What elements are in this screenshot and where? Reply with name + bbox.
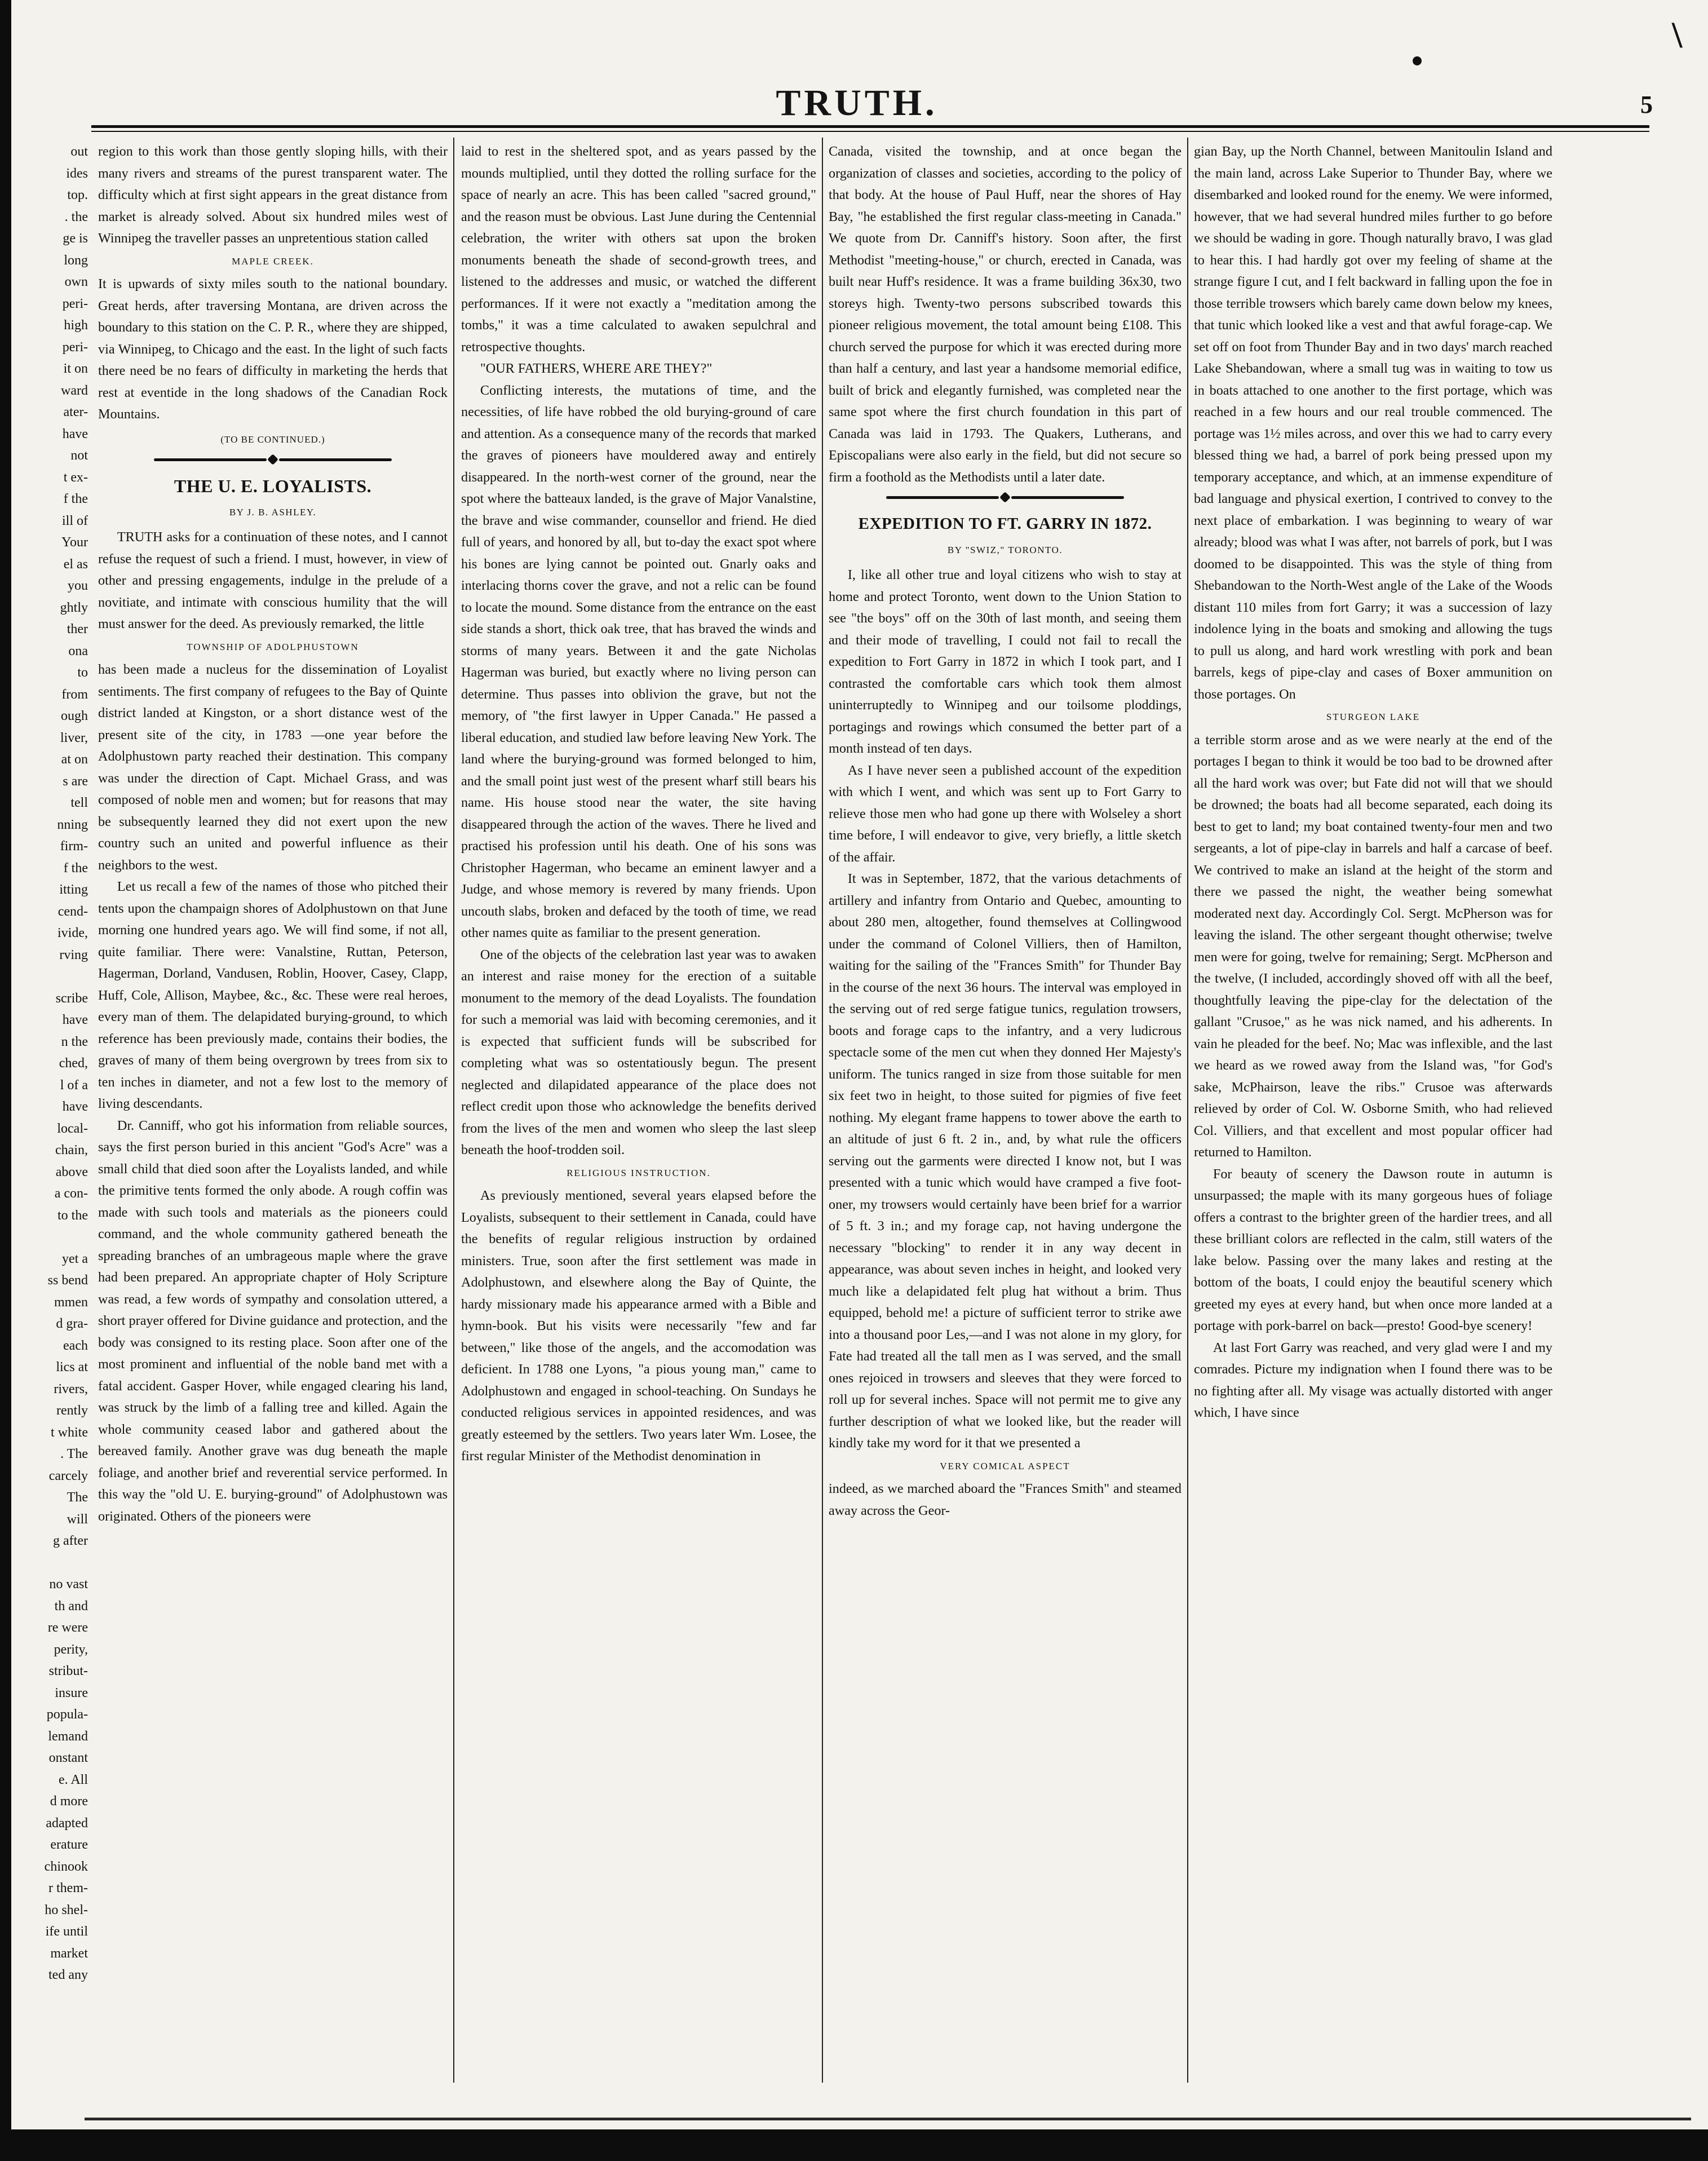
column-1 [98,141,448,2092]
margin-fragment: mmen [54,1294,88,1310]
margin-fragment: out [70,144,88,159]
margin-fragment: chain, [55,1143,88,1157]
article-paragraph: Canada, visited the township, and at once began the organization of classes and societies, according to the policy of that body. At the house of Paul Huff, near the shores of Hay Bay, "he established the first regular class-meeting in Canada." We quote from Dr. Canniff's history. Soon after, the first Methodist "meeting-house," or church, erected in Canada, was built near Huff's residence. It was a frame building 36x30, two storeys high. Twenty-two persons subscribed towards this pioneer religious movement, the total amount being £108. This church served the purpose for which it was erected during more than half a century, and last year a handsome memorial edifice, built of brick and elegantly furnished, was completed near the same spot where the first church foundation in this part of Canada was laid in 1793. The Quakers, Lutherans, and Episcopalians were also early in the field, but did not secure so firm a foothold as the Methodists until a later date. [829,144,1182,485]
header-rule [91,125,1649,128]
margin-fragment: r them- [48,1881,88,1895]
column-3 [829,141,1182,2092]
margin-fragment: ho shel- [45,1902,88,1917]
margin-fragment: chinook [44,1859,88,1874]
margin-fragment: from [61,687,88,702]
margin-fragment [29,1552,88,1574]
margin-fragment: ough [61,709,88,723]
margin-fragment: t ex- [63,470,88,485]
margin-fragment: ides [66,166,88,181]
article-paragraph: As previously mentioned, several years elapsed before the Loyalists, subsequent to their settlement in Canada, could have the benefits of regular religious instruction by ordained ministers. True, soon after the first settlement was made in Adolphustown, and elsewhere along the Bay of Quinte, the hardy missionary made his appearance armed with a Bible and hymn-book. But his visits were necessarily "few and far between," like those of the angels, and the accomodation was deficient. In 1788 one Lyons, "a pious young man," came to Adolphustown and engaged in school-teaching. On Sundays he conducted religious services in appointed residences, and was greatly esteemed by the settlers. Two years later Wm. Losee, the first regular Minister of the Methodist denomination in [461,1188,816,1464]
article-paragraph: has been made a nucleus for the dissemination of Loyalist sentiments. The first company of refugees to the Bay of Quinte district landed at Kingston, or a short distance west of the present site of the city, in 1783 —one year before the Adolphustown party reached their destination. This company was under the direction of Capt. Michael Grass, and was composed of noble men and women; but for reasons that may be subsequently learned they did not exert upon the new country such an united and powerful influence as their neighbors to the west. [98,662,448,873]
margin-fragment [29,966,88,988]
subheading: MAPLE CREEK. [232,255,314,267]
margin-fragment: ghtly [60,600,88,615]
article-paragraph: One of the objects of the celebration last year was to awaken an interest and raise money for the erection of a suitable monument to the memory of the dead Loyalists. The foundation for such a memorial was laid with becoming ceremonies, and it is expected that sufficient funds will be subscribed for completing what was so ostentatiously begun. The present neglected and dilapidated appearance of the place does not reflect credit upon those who acknowledge the benefits derived from the lives of the men and women who sleep the last sleep beneath the hoof-trodden soil. [461,947,816,1157]
margin-fragment: onstant [48,1751,88,1765]
margin-fragment: ater- [63,405,88,419]
subheading: STURGEON LAKE [1326,712,1421,722]
column-rule [1187,138,1188,2083]
previous-page-fragments [29,141,88,2080]
margin-fragment: . The [60,1447,88,1461]
margin-fragment: lics at [56,1360,88,1375]
margin-fragment: Your [61,535,88,550]
margin-fragment: top. [67,188,88,202]
margin-fragment: itting [59,882,88,897]
article-paragraph: It was in September, 1872, that the various detachments of artillery and infantry from Ontario and Quebec, amounting to about 280 men, altogether, found themselves at Collingwood under the command of Colonel Villiers, then of Hamilton, waiting for the sailing of the "Frances Smith" for Thunder Bay in the course of the next 36 hours. The interval was employed in the serving out of red serge fatigue tunics, regulation trowsers, boots and forage caps to the infantry, and a very ludicrous spectacle some of the men cut when they donned Her Majesty's uniform. The tunics ranged in size from those suitable for men six feet two in height, to those suited for pigmies of five feet nothing. My elegant frame happens to tower above the earth to an altitude of just 6 ft. 2 in., and, by what rule the officers serving out the garments were directed I know not, but I was presented with a tunic which would have cramped a five foot-oner, my trowsers would certainly have been brief for a warrior of 5 ft. 3 in.; and my forage cap, not having undergone the necessary "blocking" to render it in any way decent in appearance, was about seven inches in height, and looked very much like a delapidated felt plug hat without a brim. Thus equipped, behold me! a picture of sufficient terror to strike awe into a thousand poor Les,—and I was not alone in my glory, for Fate had treated all the tall men as I was served, and the small ones rejoiced in trowsers and sleeves that they were forced to roll up for several inches. Space will not permit me to give any further description of what we looked like, but the reader will kindly take my word for it that we presented a [829,871,1182,1451]
margin-fragment: re were [47,1620,88,1635]
margin-fragment: adapted [46,1815,88,1831]
margin-fragment: l of a [60,1077,88,1093]
margin-fragment: you [68,578,88,593]
margin-fragment: n the [61,1034,88,1049]
margin-fragment: d gra- [56,1316,88,1331]
article-paragraph: It is upwards of sixty miles south to the national boundary. Great herds, after traversing Montana, are driven across the boundary to this station on the C. P. R., where they are shipped, via Winnipeg, to Chicago and the east. In the light of such facts there need be no fears of difficulty in marketing the herds that rest at eventide in the long shadows of the Canadian Rock Mountains. [98,276,448,422]
margin-fragment: cend- [57,904,88,919]
margin-fragment: have [62,1099,88,1114]
margin-fragment: have [62,1013,88,1027]
margin-fragment: ivide, [57,926,88,940]
article-paragraph: At last Fort Garry was reached, and very glad were I and my comrades. Picture my indignation when I found there was to be no fighting after all. My visage was actually distorted with anger which, I have since [1194,1340,1552,1420]
article-paragraph: For beauty of scenery the Dawson route in autumn is unsurpassed; the maple with its many gorgeous hues of foliage offers a contrast to the brighter green of the hardier trees, and all these brilliant colors are reflected in the calm, still waters of the lake below. Passing over the many lakes and resting at the bottom of the boats, I could enjoy the beautiful scenery which greeted my eyes at every hand, but when once more landed at a portage with pork-barrel on back—presto! Good-bye scenery! [1194,1166,1552,1333]
margin-fragment: s are [63,774,88,789]
margin-fragment: long [64,253,88,268]
corner-mark: \ [1672,15,1683,56]
margin-fragment: to the [57,1208,88,1223]
article-paragraph: As I have never seen a published account of the expedition with which I went, and which was sent up to Fort Garry to relieve those men who had gone up there with Wolseley a short time before, I will endeavor to give, very briefly, a little sketch of the affair. [829,762,1182,865]
margin-fragment: f the [63,492,88,506]
column-rule [453,138,454,2083]
masthead: TRUTH. [776,82,938,123]
margin-fragment: The [67,1490,88,1505]
margin-fragment: insure [55,1685,88,1700]
subheading: TOWNSHIP OF ADOLPHUSTOWN [187,641,359,652]
margin-fragment: no vast [49,1577,88,1592]
margin-fragment: rently [56,1403,88,1418]
margin-fragment: local- [57,1121,88,1136]
article-headline: THE U. E. LOYALISTS. [174,476,372,496]
margin-fragment: carcely [48,1468,88,1483]
margin-fragment: own [64,275,88,289]
scan-bottom-edge [0,2129,1708,2161]
subheading: VERY COMICAL ASPECT [940,1460,1070,1471]
margin-fragment: . the [64,209,88,224]
column-rule [822,138,823,2083]
scan-streak [85,2118,1691,2120]
margin-fragment: g after [53,1534,88,1548]
margin-fragment: ona [68,643,88,659]
article-paragraph: "OUR FATHERS, WHERE ARE THEY?" [480,361,713,376]
margin-fragment: liver, [60,730,88,745]
margin-fragment: lemand [48,1729,88,1744]
margin-fragment: ill of [62,513,88,528]
margin-fragment: rivers, [54,1381,88,1397]
margin-fragment: el as [63,556,88,572]
article-paragraph: indeed, as we marched aboard the "Frances Smith" and steamed away across the Geor- [829,1481,1182,1518]
margin-fragment: rving [59,947,88,962]
margin-fragment: have [62,426,88,441]
margin-fragment: nning [57,817,88,832]
article-paragraph: TRUTH asks for a continuation of these notes, and I cannot refuse the request of such a friend. I must, however, in view of other and pressing engagements, indulge in the prelude of a novitiate, and intimate with conscious humility that the will must answer for the deed. As previously remarked, the little [98,529,448,631]
article-paragraph: Conflicting interests, the mutations of time, and the necessities, of life have robbed the old burying-ground of care and attention. As a consequence many of the records that marked the graves of pioneers have mouldered away and entirely disappeared. In the north-west corner of the ground, near the spot where the batteaux landed, is the grave of Major Vanalstine, the brave and wise commander, counsellor and friend. He died full of years, and honored by all, but to-day the exact spot where his bones are lying cannot be pointed out. Gnarly oaks and interlacing thorns cover the grave, and not a relic can be found to locate the mound. Some distance from the entrance on the east side stands a short, thick oak tree, that has braved the winds and storms of many years. Between it and the gate Nicholas Hagerman was buried, but exactly where no living person can determine. Thus passes into oblivion the grave, but not the memory, of "the first lawyer in Upper Canada." He passed a liberal education, and studied law before leaving New York. The land where the burying-ground was formed belonged to him, and the small point just west of the present wharf still bears his name. His house stood near the water, the site having disappeared through the action of the waves. There he lived and practised his profession until his death. One of his sons was Christopher Hagerman, who became an eminent lawyer and a Judge, and whose memory is revered by many friends. Upon uncouth slabs, broken and defaced by the tooth of time, we read other names quite as familiar to the present generation. [461,382,816,940]
margin-fragment: scribe [55,991,88,1006]
margin-fragment: ge is [63,231,88,246]
scan-left-edge [0,0,11,2161]
margin-fragment: ther [67,622,88,637]
margin-fragment: perity, [54,1642,88,1657]
article-paragraph: region to this work than those gently sloping hills, with their many rivers and streams of the purest transparent water. The difficulty which at first sight appears in the great distance from market is already solved. About six hundred miles west of Winnipeg the traveller passes an unpretentious station called [98,144,448,246]
column-4 [1194,141,1552,2092]
margin-fragment: to [77,665,88,680]
column-2 [461,141,816,2092]
byline: BY "SWIZ," TORONTO. [947,544,1063,555]
article-paragraph: gian Bay, up the North Channel, between Manitoulin Island and the main land, across Lake Superior to Thunder Bay, where we disembarked and looked round for the enemy. We were informed, however, that we had several hundred miles further to go before we should be wading in gore. Though naturally bravo, I was glad to hear this. I had hardly got over my feeling of shame at the strange figure I cut, and I felt backward in falling upon the foe in those terrible trowsers which barely came down below my knees, that tunic which looked like a vest and that awful forage-cap. We set off on foot from Thunder Bay and in two days' march reached Lake Shebandowan, where a small tug was in waiting to tow us in boats attached to one another to the first portage, which was reached in a few hours and our real trouble commenced. The portage was 1½ miles across, and over this we had to carry every blessed thing we had, a barrel of pork being pressed upon my temporary acceptance, and which, at an immense expenditure of bad language and physical exertion, I contrived to convey to the next place of embarkation. I was beginning to weary of war already; blood was what I was after, not barrels of pork, but I was doomed to be disappointed. This was the style of thing from Shebandowan to the North-West angle of the Lake of the Woods distant 110 miles from fort Garry; it was a succession of lazy indolence lying in the boats and smoking and allowing the tugs to pull us along, and hard work wrestling with pork and bean barrels, kegs of pipe-clay and cases of Boxer ammunition on those portages. On [1194,144,1552,702]
margin-fragment: stribut- [48,1664,88,1678]
margin-fragment: ss bend [47,1273,88,1288]
article-headline: EXPEDITION TO FT. GARRY IN 1872. [858,515,1152,533]
margin-fragment: peri- [62,296,88,311]
ink-dot [1413,56,1422,65]
margin-fragment: t white [51,1425,88,1440]
margin-fragment: ched, [59,1056,88,1071]
margin-fragment: market [50,1946,88,1961]
continued-note: (TO BE CONTINUED.) [220,434,325,445]
margin-fragment: th and [54,1598,88,1614]
article-paragraph: Let us recall a few of the names of those who pitched their tents upon the champaign shores of Adolphustown on that June morning one hundred years ago. We will find some, if not all, quite familiar. There were: Vanalstine, Ruttan, Peterson, Hagerman, Dorland, Vandusen, Roblin, Hoover, Casey, Clapp, Huff, Cole, Allison, Maybee, &c., &c. These were real heroes, every man of them. The delapidated burying-ground, to which reference has been previously made, contains their bodies, the graves of many of them being overgrown by trees from six to ten inches in diameter, and not a few lost to the memory of living descendants. [98,879,448,1111]
article-paragraph: a terrible storm arose and as we were nearly at the end of the portages I began to think it would be too bad to be drowned after all the hard work was over; but Fate did not will that we should be drowned; the boats had all become separated, each doing its best to get to land; my boat contained twenty-four men and two sergeants, a lot of pipe-clay in barrels and half a carcase of beef. We contrived to make an island at the height of the storm and there we passed the night, the weather being somewhat moderated next day. Accordingly Col. Sergt. McPherson was for leaving the island. The other sergeant thought otherwise; twelve men were for going, twelve for remaining; Sergt. McPherson and the twelve, (I included, accordingly shoved off with all the beef, thoughtfully leaving the pipe-clay for the delectation of the gallant "Crusoe," as he was nick named, and his adherents. In vain he pleaded for the beef. No; Mac was inflexible, and the last we heard as we rowed away from the Island was, "for God's sake, McPhairson, leave the ribs." Crusoe was afterwards relieved by order of Col. W. Osborne Smith, who had relieved Col. Villiers, and that excellent and most popular officer had returned to Hamilton. [1194,732,1552,1160]
margin-fragment: peri- [62,339,88,355]
margin-fragment: a con- [54,1186,88,1201]
margin-fragment: ife until [45,1924,88,1939]
margin-fragment: will [67,1512,88,1527]
margin-fragment: popula- [46,1707,88,1722]
margin-fragment: yet a [62,1251,88,1266]
section-ornament [98,454,448,465]
margin-fragment: it on [63,361,88,376]
margin-fragment: each [63,1338,88,1353]
header-rule-thin [91,131,1649,132]
margin-fragment: at on [61,752,88,767]
margin-fragment: firm- [60,839,88,854]
margin-fragment [29,1226,88,1248]
article-paragraph: Dr. Canniff, who got his information from reliable sources, says the first person buried in this ancient "God's Acre" was a small child that died soon after the Loyalists landed, and while the primitive tents formed the only abode. A rough coffin was made with such tools and materials as the pioneers could command, and the whole community gathered beneath the spreading branches of an umbrageous maple where the grave had been prepared. An appropriate chapter of Holy Scripture was read, a few words of sympathy and consolation uttered, a short prayer offered for Divine guidance and protection, and the body was consigned to its resting place. Soon after one of the most prominent and influential of the noble band met with a fatal accident. Gasper Hover, while engaged clearing his land, was struck by the limb of a falling tree and killed. Again the whole community ceased labor and gathered about the bereaved family. Another grave was dug beneath the maple foliage, and another brief and reverential service performed. In this way the "old U. E. burying-ground" of Adolphustown was originated. Others of the pioneers were [98,1117,448,1524]
margin-fragment: d more [50,1794,88,1809]
margin-fragment: ward [61,383,88,398]
margin-fragment: e. All [59,1772,88,1787]
margin-fragment: above [55,1164,88,1179]
article-paragraph: laid to rest in the sheltered spot, and as years passed by the mounds multiplied, until they dotted the rolling surface for the space of nearly an acre. This has been called "sacred ground," and the reason must be obvious. Last June during the Centennial celebration, the writer with others sat upon the broken monuments beneath the shade of second-growth trees, and listened to the addresses and music, or watched the different performances. If it were not exactly a "meditation among the tombs," it was a time calculated to awaken sepulchral and retrospective thoughts. [461,144,816,355]
byline: BY J. B. ASHLEY. [229,506,317,518]
margin-fragment: erature [50,1837,88,1852]
article-paragraph: I, like all other true and loyal citizens who wish to stay at home and protect Toronto, went down to the Union Station to see "the boys" off on the 30th of last month, and seeing them and their mode of travelling, I could not fail to recall the expedition to Fort Garry in 1872 in which I took part, and I contrasted the comfortable cars which took them almost uninterruptedly to Winnipeg and our toilsome ploddings, portagings and rowings which consumed the better part of a month instead of ten days. [829,567,1182,756]
margin-fragment: f the [63,860,88,876]
section-ornament [829,492,1182,503]
margin-fragment: tell [70,796,88,810]
margin-fragment: ted any [48,1968,88,1982]
margin-fragment: not [70,448,88,463]
page-number: 5 [1640,91,1653,118]
subheading: RELIGIOUS INSTRUCTION. [567,1167,711,1178]
margin-fragment: high [64,318,88,333]
